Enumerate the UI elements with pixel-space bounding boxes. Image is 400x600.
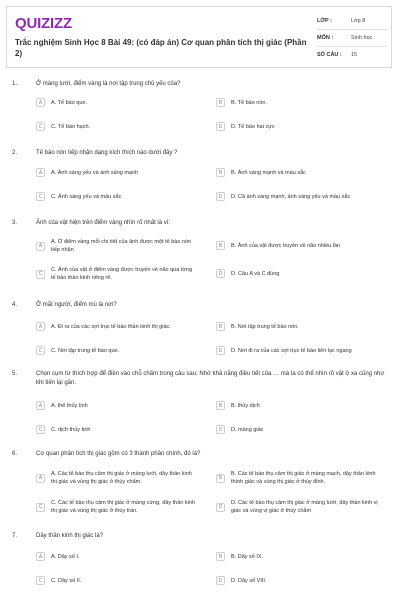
option-text: B. Nơi tập trung tế bào nón. <box>231 323 299 330</box>
option-text: A. Ánh sáng yếu và ánh sáng mạnh <box>51 169 139 176</box>
quiz-header <box>6 6 392 68</box>
option-key: A <box>36 401 45 410</box>
question-4 <box>12 301 388 310</box>
question-1 <box>12 80 388 89</box>
meta-value: Lớp 8 <box>351 18 366 24</box>
option-key: A <box>36 168 45 177</box>
option-b[interactable] <box>216 470 382 486</box>
option-key: C <box>36 425 45 434</box>
option-text: C. dịch thủy tinh <box>51 426 91 433</box>
option-text: B. thủy dịch <box>231 402 260 409</box>
option-text: C. Các tế bào thụ cảm thị giác ở màng cứng, dây thần kinh thị giác và vùng thị giác ở thùy trán. <box>51 500 195 514</box>
option-text: C. Dây số II. <box>51 577 82 584</box>
option-c[interactable] <box>36 266 196 282</box>
option-text: B. Ảnh của vật được truyền về não nhiều lần <box>231 242 341 249</box>
option-key: D <box>216 346 225 355</box>
option-key: B <box>216 98 225 107</box>
option-text: A. Dây số I. <box>51 553 80 560</box>
option-c[interactable] <box>36 425 186 434</box>
option-key: D <box>216 269 225 278</box>
option-text: D. Các tế bào thụ cảm thị giác ở màng lưới, dây thần kinh vị giác và vùng vị giác ở thùy chẩm <box>231 500 378 514</box>
option-text: A. Tế bào que. <box>51 99 87 106</box>
meta-row-grade <box>317 13 387 30</box>
question-number: 6. <box>12 451 18 457</box>
question-number: 3. <box>12 220 18 226</box>
option-key: D <box>216 122 225 131</box>
option-text: A. thể thủy tinh <box>51 402 88 409</box>
option-text: D. Dây số VIII. <box>231 577 267 584</box>
question-number: 4. <box>12 302 18 308</box>
option-text: C. Nơi tập trung tế bào que. <box>51 347 120 354</box>
option-key: B <box>216 474 225 483</box>
option-b[interactable] <box>216 552 376 561</box>
option-text: A. Ở điểm vàng mỗi chi tiết của ảnh được một tế bào nón tiếp nhận <box>51 239 192 253</box>
question-3 <box>12 219 388 228</box>
meta-row-subject <box>317 30 387 47</box>
option-key: A <box>36 242 45 251</box>
option-text: D. Cả ánh sáng mạnh, ánh sáng yếu và màu sắc <box>231 193 351 200</box>
option-text: A. Đi ra của các sợi trục tế bào thần kinh thị giác. <box>51 323 171 330</box>
option-b[interactable] <box>216 401 376 410</box>
question-text: Cơ quan phân tích thị giác gồm có 3 thành phần chính, đó là? <box>36 451 201 457</box>
meta-label: LỚP : <box>317 18 332 24</box>
option-key: D <box>216 192 225 201</box>
question-number: 1. <box>12 81 18 87</box>
question-number: 7. <box>12 533 18 539</box>
option-key: A <box>36 322 45 331</box>
option-key: C <box>36 576 45 585</box>
option-d[interactable] <box>216 192 382 201</box>
option-c[interactable] <box>36 192 186 201</box>
option-text: B. Các tế bào thụ cảm thị giác ở màng mạch, dây thần kinh thính giác và vùng thị giác ở thùy đỉnh. <box>231 471 376 485</box>
option-text: B. Tế bào nón. <box>231 99 267 106</box>
meta-table <box>317 13 387 63</box>
option-key: C <box>36 270 45 279</box>
option-text: A. Các tế bào thụ cảm thị giác ở màng lưới, dây thần kinh thị giác và vùng thị giác ở thùy chẩm. <box>51 471 192 485</box>
option-text: C. Ảnh của vật ở điểm vàng được truyền về não qua từng tế bào thần kinh riêng rẽ. <box>51 267 193 281</box>
option-b[interactable] <box>216 322 376 331</box>
document-title: Trắc nghiệm Sinh Học 8 Bài 49: (có đáp án) Cơ quan phân tích thị giác (Phần 2) <box>15 38 307 58</box>
option-key: C <box>36 122 45 131</box>
option-key: A <box>36 474 45 483</box>
option-c[interactable] <box>36 576 186 585</box>
option-key: D <box>216 425 225 434</box>
option-text: B. Dây số IX. <box>231 553 264 560</box>
option-key: B <box>216 241 225 250</box>
option-key: A <box>36 552 45 561</box>
question-6 <box>12 450 388 459</box>
option-a[interactable] <box>36 98 186 107</box>
option-a[interactable] <box>36 401 186 410</box>
question-2 <box>12 149 388 158</box>
option-text: C. Tế bào hạch. <box>51 123 91 130</box>
option-c[interactable] <box>36 122 186 131</box>
option-key: C <box>36 192 45 201</box>
option-b[interactable] <box>216 98 376 107</box>
question-text: Ở mắt người, điểm mù là nơi? <box>36 302 117 308</box>
option-text: B. Ánh sáng mạnh và màu sắc <box>231 169 306 176</box>
question-text: Tế bào nón tiếp nhận dạng kích thích nào dưới đây ? <box>36 150 178 156</box>
question-7 <box>12 532 388 541</box>
meta-label: SỐ CÂU : <box>317 52 342 58</box>
option-a[interactable] <box>36 238 196 254</box>
question-number: 5. <box>12 371 18 377</box>
question-5 <box>12 370 388 388</box>
option-key: B <box>216 168 225 177</box>
option-d[interactable] <box>216 499 382 515</box>
question-text: Ảnh của vật hiện trên điểm vàng nhìn rõ nhất là vì: <box>36 220 171 226</box>
option-key: D <box>216 503 225 512</box>
option-key: D <box>216 576 225 585</box>
question-number: 2. <box>12 150 18 156</box>
option-d[interactable] <box>216 576 376 585</box>
option-key: B <box>216 322 225 331</box>
option-text: D. Nơi đi ra của các sợi trục tế bào liên lạc ngang <box>231 347 352 354</box>
option-d[interactable] <box>216 425 376 434</box>
option-key: C <box>36 503 45 512</box>
option-a[interactable] <box>36 470 198 486</box>
option-c[interactable] <box>36 346 186 355</box>
option-text: D. Câu A và C đúng <box>231 270 280 277</box>
option-c[interactable] <box>36 499 198 515</box>
option-text: D. Tế bào hai cực <box>231 123 275 130</box>
option-a[interactable] <box>36 552 186 561</box>
option-key: C <box>36 346 45 355</box>
option-d[interactable] <box>216 269 376 278</box>
option-d[interactable] <box>216 346 382 355</box>
option-b[interactable] <box>216 241 376 250</box>
option-text: C. Ánh sáng yếu và màu sắc <box>51 193 122 200</box>
option-b[interactable] <box>216 168 376 177</box>
meta-value: 15 <box>351 52 358 58</box>
option-key: B <box>216 552 225 561</box>
option-key: B <box>216 401 225 410</box>
meta-value: Sinh học <box>351 35 373 41</box>
question-text: Ở màng lưới, điểm vàng là nơi tập trung chủ yếu của? <box>36 81 181 87</box>
option-a[interactable] <box>36 168 186 177</box>
meta-row-count <box>317 47 387 63</box>
meta-label: MÔN : <box>317 35 334 41</box>
option-text: D. màng giác <box>231 426 264 433</box>
question-text: Chọn cụm từ thích hợp để điền vào chỗ chấm trong câu sau: Nhờ khả năng điều tiết của … mà ta có thể nhìn rõ vật ở xa cũng như khi tiến lại gần. <box>36 371 385 386</box>
option-d[interactable] <box>216 122 376 131</box>
question-text: Dây thần kinh thị giác là? <box>36 533 104 539</box>
option-key: A <box>36 98 45 107</box>
quizizz-logo[interactable]: QUIZIZZ <box>15 15 72 32</box>
option-a[interactable] <box>36 322 211 331</box>
